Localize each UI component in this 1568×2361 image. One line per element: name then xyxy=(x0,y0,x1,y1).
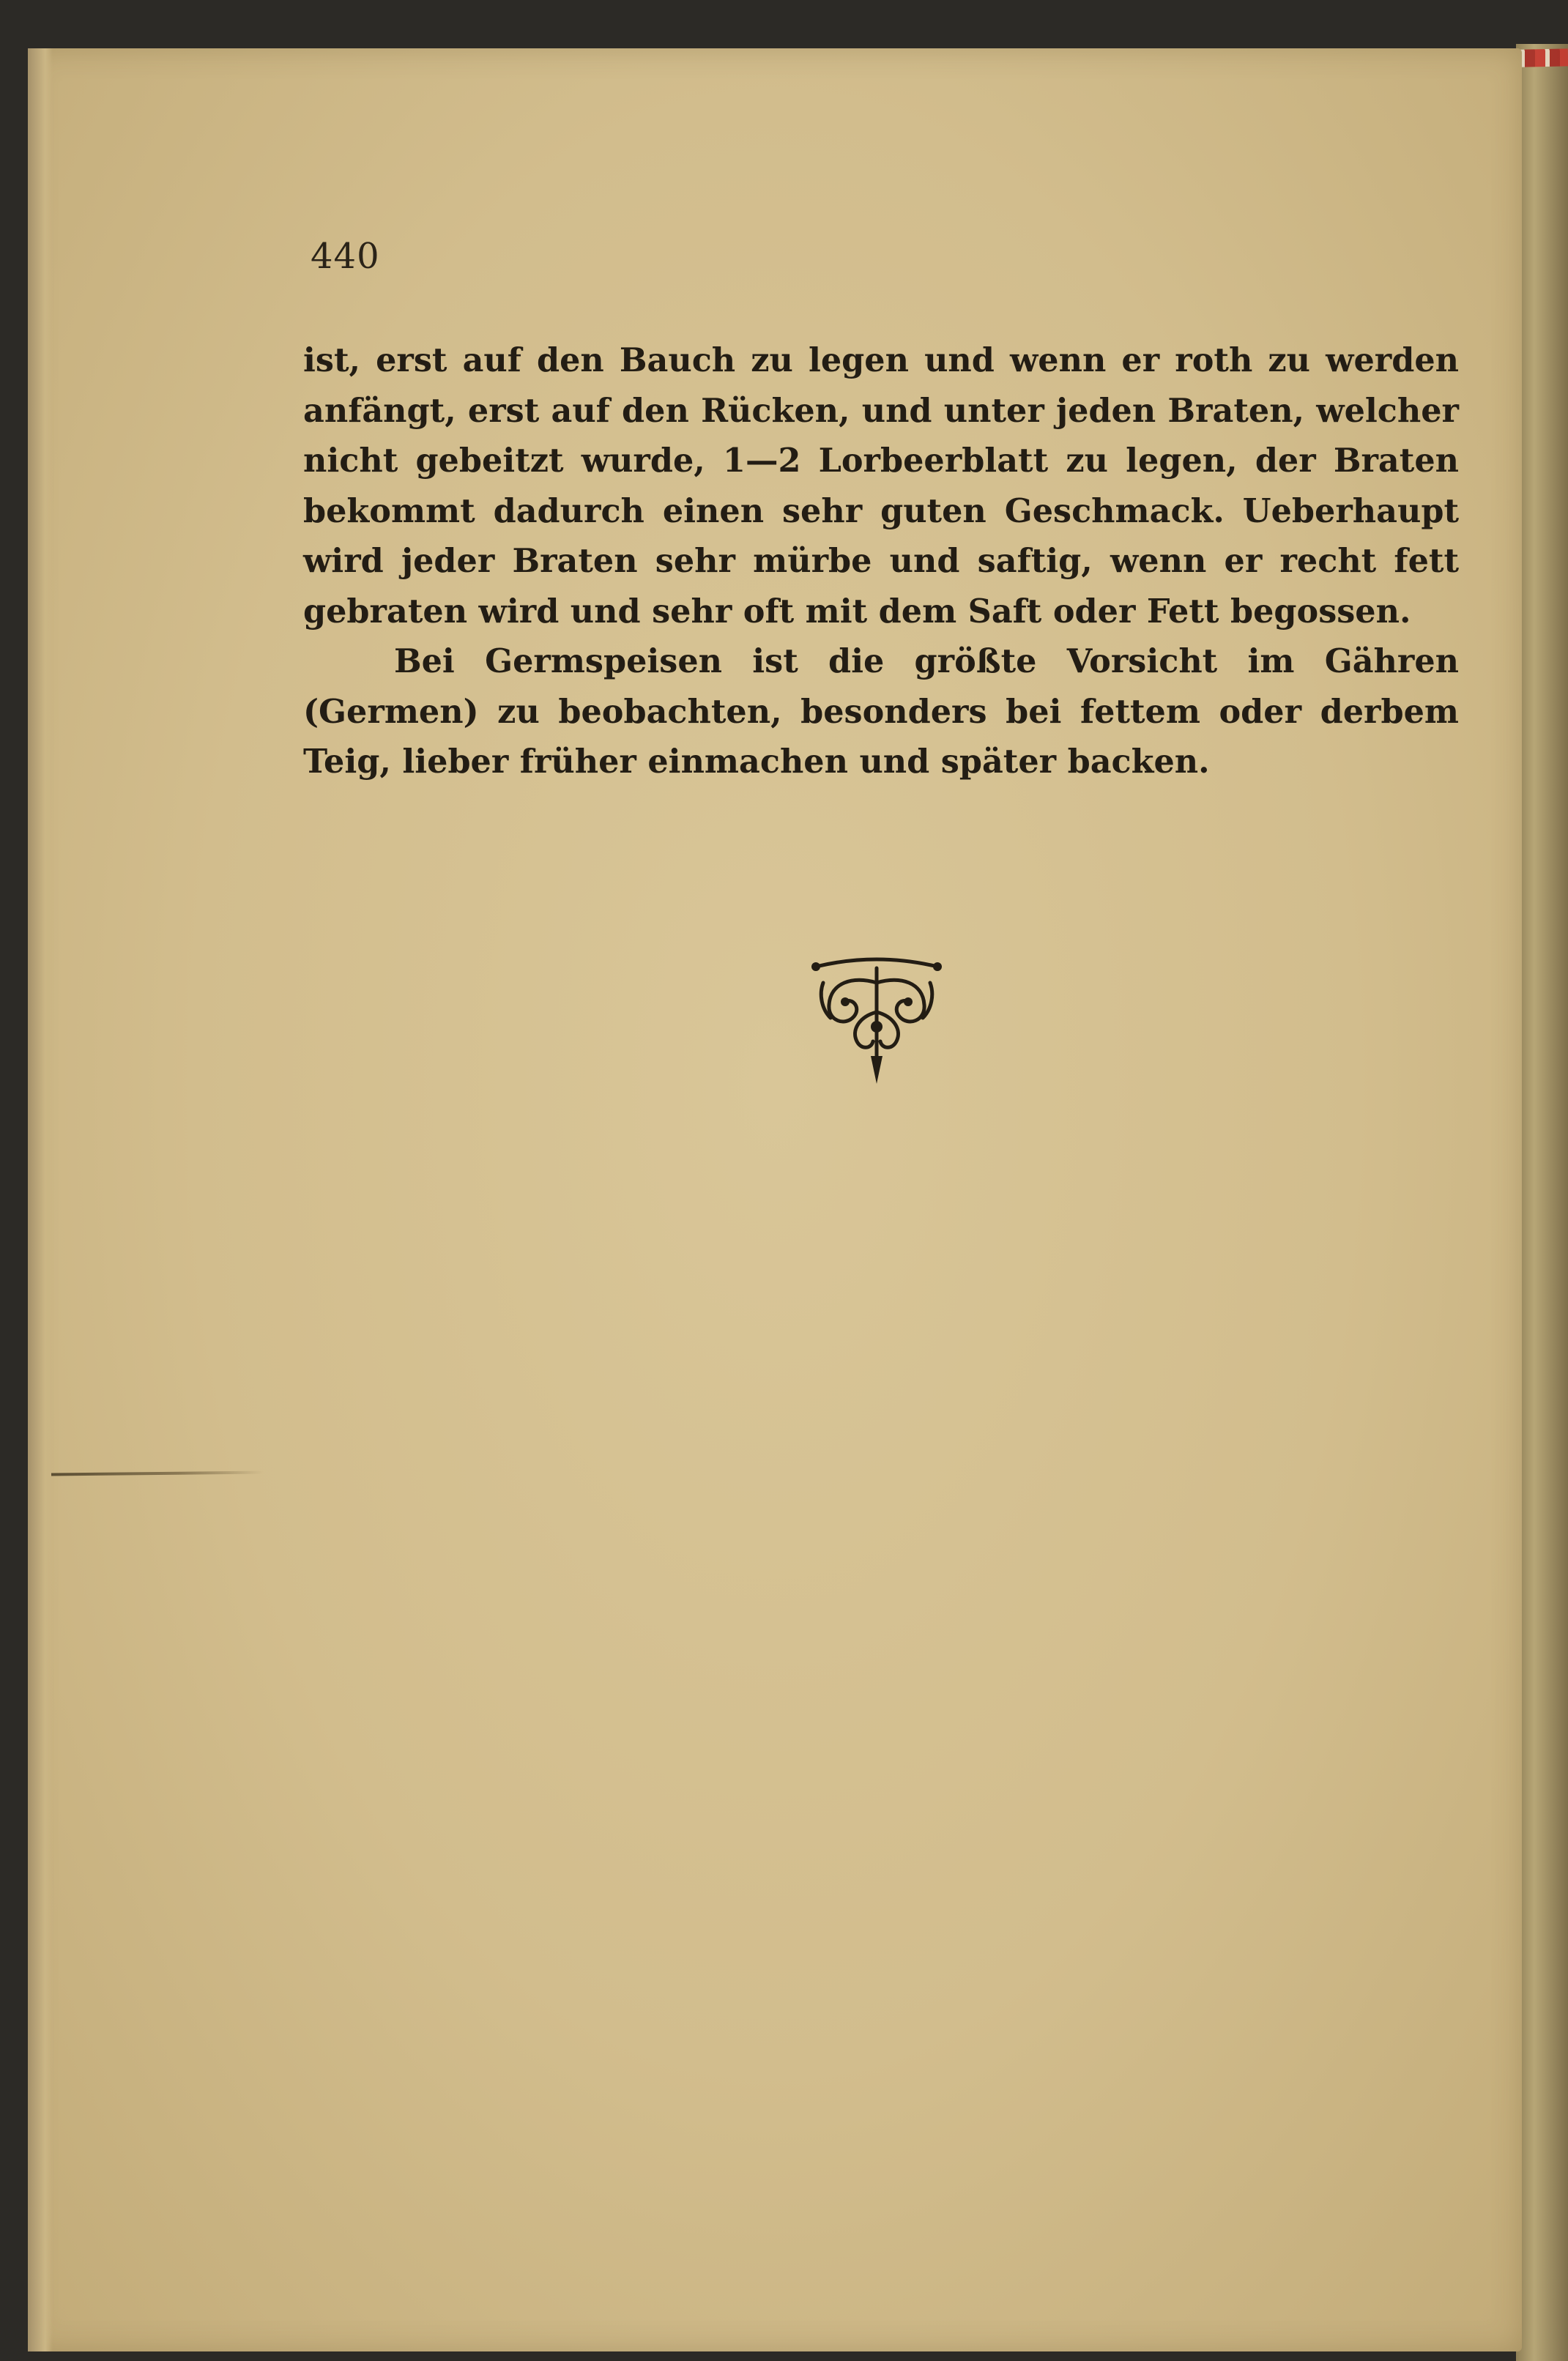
page-body xyxy=(303,335,1459,787)
page-number: 440 xyxy=(311,236,380,277)
paragraph-1: ist, erst auf den Bauch zu legen und wenn er roth zu werden anfängt, erst auf den Rücken, und unter jeden Braten, welcher nicht gebeitzt wurde, 1—2 Lorbeerblatt zu legen, der Braten bekommt dadurch einen sehr guten Geschmack. Ueberhaupt wird jeder Braten sehr mürbe und saftig, wenn er recht fett gebraten wird und sehr oft mit dem Saft oder Fett begossen. xyxy=(303,341,1459,631)
floral-vignette-icon xyxy=(809,953,945,1085)
page-gutter-shadow xyxy=(28,48,53,2351)
paragraph-2: Bei Germspeisen ist die größte Vorsicht im Gähren (Germen) zu beobachten, besonders bei fettem oder derbem Teig, lieber früher einmachen und später backen. xyxy=(303,642,1459,781)
book-page-edges xyxy=(1516,44,1568,2361)
